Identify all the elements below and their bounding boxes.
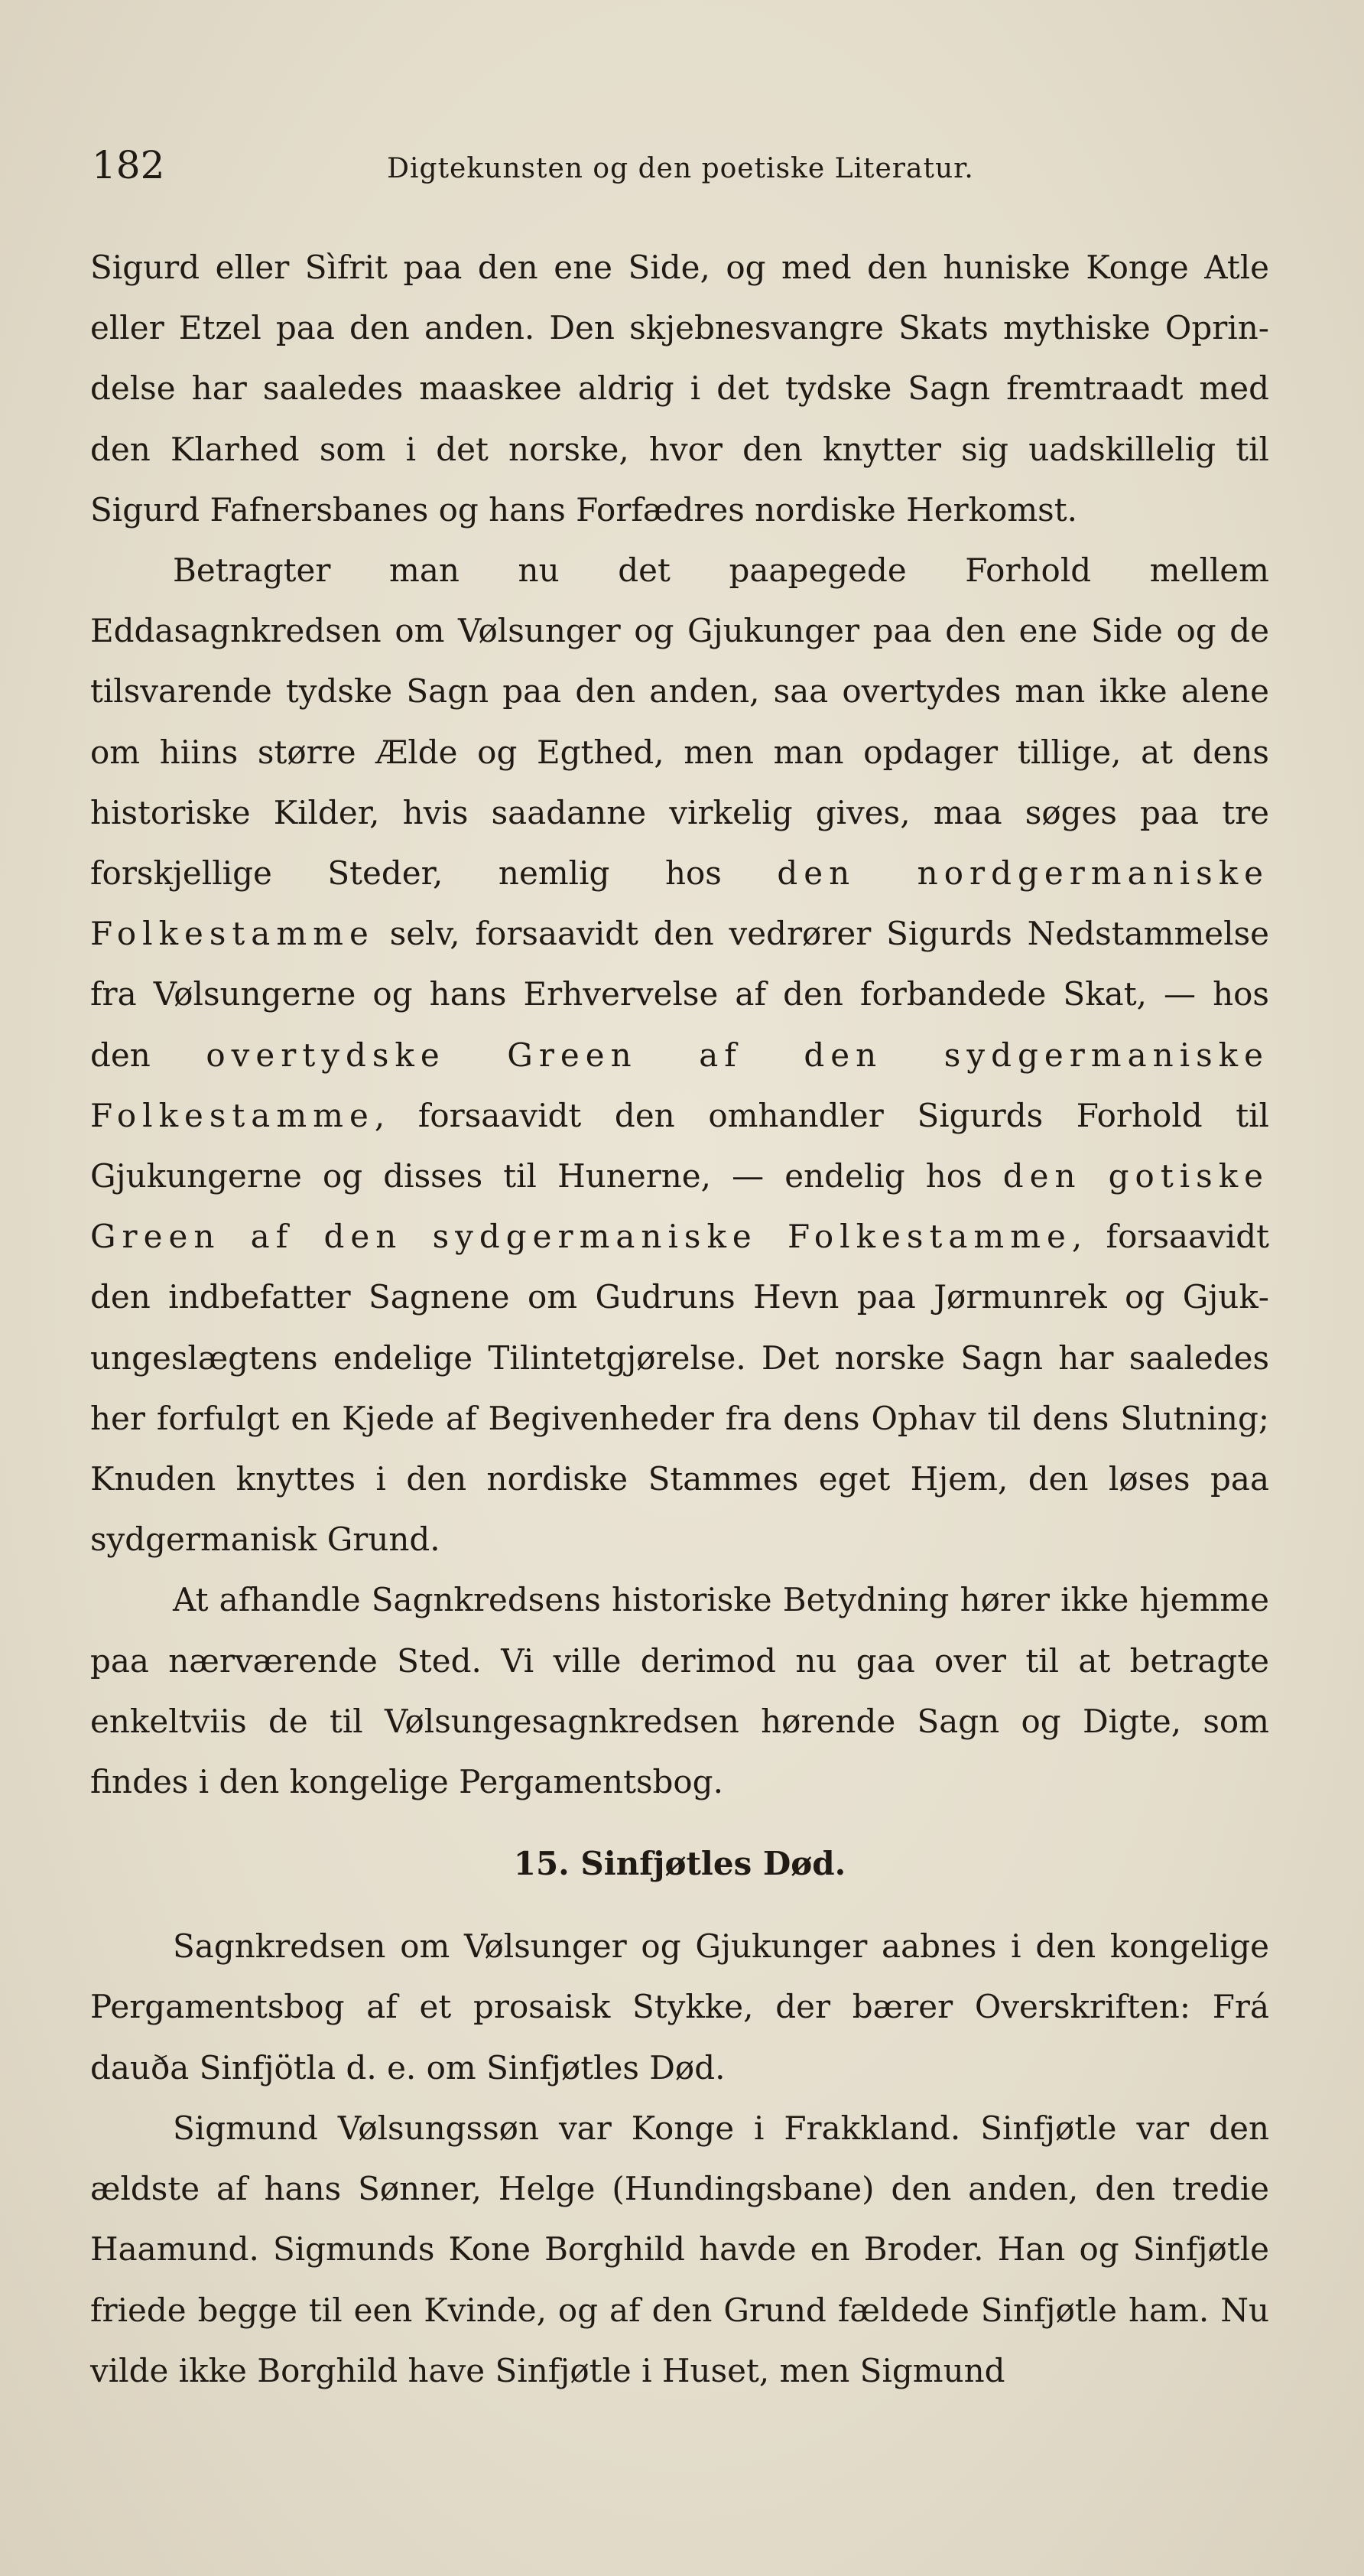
spaced-phrase-nordgermanic: den nordgermaniske Folkestamme: [90, 854, 1269, 953]
section-intro-before: Sagnkredsen om Vølsunger og Gjukunger aabnes i den kongelige Pergamentsbog af et prosaisk Stykke, der bærer Overskriften:: [90, 1927, 1269, 2026]
paragraph-2-part-b: selv, forsaavidt den vedrører Sigurds Nedstammelse fra Vølsungerne og hans Erhvervelse af den forbandede Skat, — hos den: [90, 915, 1269, 1074]
running-title: Digtekunsten og den poetiske Literatur.: [387, 153, 974, 184]
paragraph-2-part-a: Betragter man nu det paapegede Forhold mellem Eddasagnkredsen om Vølsunger og Gjukunger paa den ene Side og de tilsvarende tydske Sagn paa den anden, saa overtydes man ikke alene om hiins større Ælde og Egthed, men man opdager tillige, at dens historiske Kilder, hvis saadanne virkelig gives, maa søges paa tre forskjellige Steder, nemlig hos: [90, 551, 1269, 893]
section-paragraph-2: Sigmund Vølsungssøn var Konge i Frakkland. Sinfjøtle var den ældste af hans Sønner, Helge (Hundingsbane) den anden, den tredie Haamund. Sigmunds Kone Borghild havde en Broder. Han og Sinfjøtle friede begge til een Kvinde, og af den Grund fældede Sinfjøtle ham. Nu vilde ikke Borghild have Sinfjøtle i Huset, men Sigmund: [90, 2109, 1269, 2389]
spaced-phrase-overtydske: overtydske Green af den sydgermaniske Folkestamme: [90, 1036, 1269, 1134]
spaced-phrase-gotiske: den gotiske Green af den sydgermaniske Folkestamme: [90, 1157, 1270, 1256]
section-paragraph-1: [90, 1916, 1269, 2098]
body-text: [90, 237, 1269, 2401]
paragraph-2: [90, 540, 1269, 1569]
page-number: 182: [92, 143, 165, 187]
page-header: [92, 142, 1269, 196]
paragraph-2-part-d: , forsaavidt den indbefatter Sagnene om Gudruns Hevn paa Jørmunrek og Gjukungeslægtens endelige Tilintetgjørelse. Det norske Sagn har saaledes her forfulgt en Kjede af Begivenheder fra dens Ophav til dens Slutning; Knuden knyttes i den nordiske Stammes eget Hjem, den løses paa sydgermanisk Grund.: [90, 1218, 1269, 1559]
paragraph-1: Sigurd eller Sìfrit paa den ene Side, og med den huniske Konge Atle eller Etzel paa den anden. Den skjebnesvangre Skats mythiske Oprindelse har saaledes maaskee aldrig i det tydske Sagn fremtraadt med den Klarhed som i det norske, hvor den knytter sig uadskillelig til Sigurd Fafnersbanes og hans Forfædres nordiske Herkomst.: [90, 249, 1269, 529]
section-heading: 15. Sinfjøtles Død.: [513, 1845, 846, 1883]
paragraph-3: At afhandle Sagnkredsens historiske Betydning hører ikke hjemme paa nærværende Sted. Vi ville derimod nu gaa over til at betragte enkeltviis de til Vølsungesagnkredsen hørende Sagn og Digte, som findes i den kongelige Pergamentsbog.: [90, 1581, 1269, 1801]
paragraph-2-part-c: , forsaavidt den omhandler Sigurds Forhold til Gjukungerne og disses til Hunerne, — endelig hos: [90, 1096, 1269, 1195]
section-intro-title: Frá dauða Sinfjötla: [90, 1988, 1269, 2086]
section-intro-after: d. e. om Sinfjøtles Død.: [336, 2048, 726, 2086]
